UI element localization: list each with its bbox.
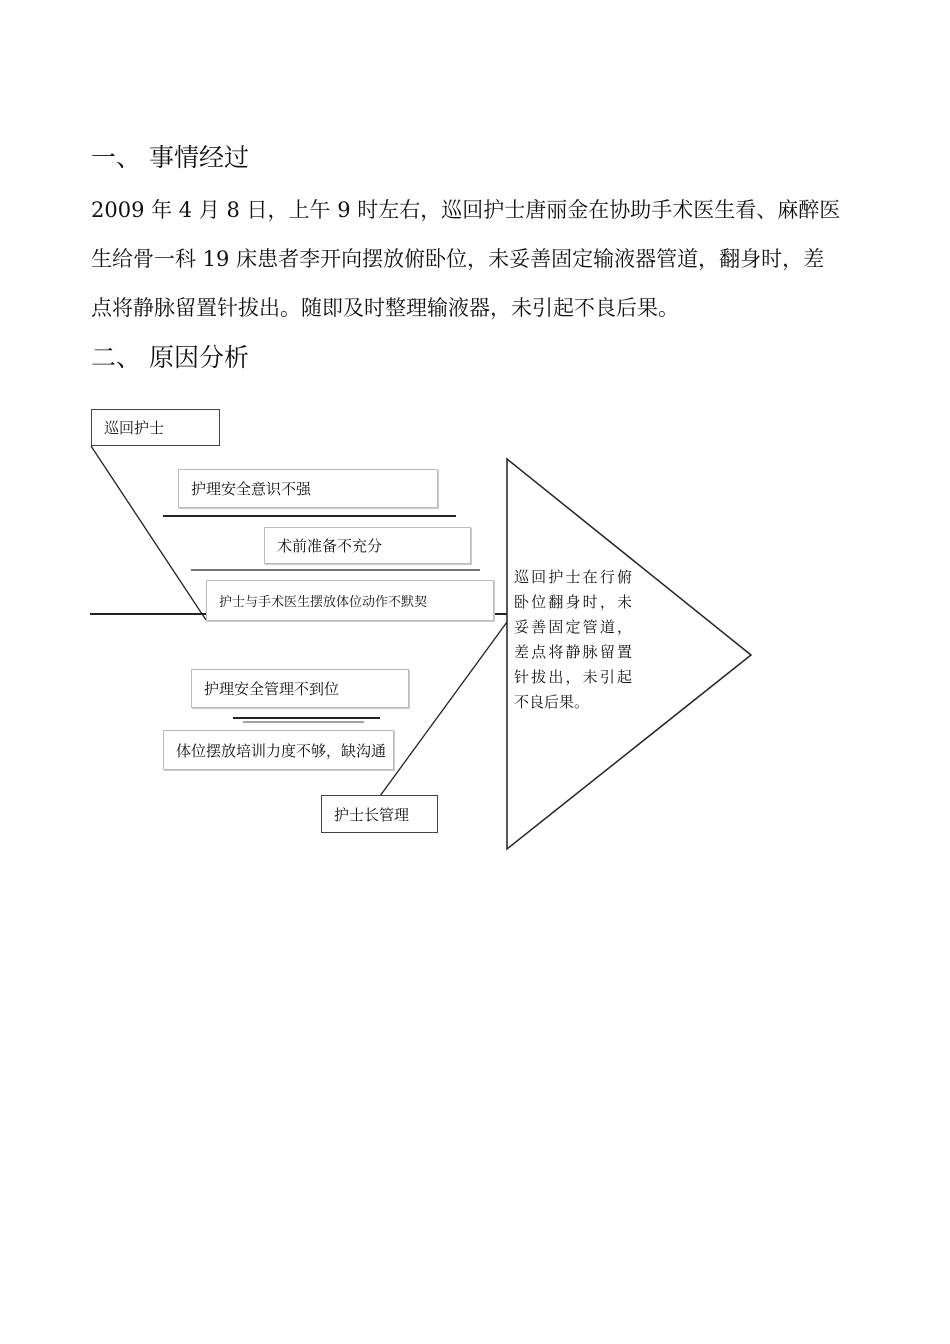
section1-line-3: 点将静脉留置针拔出。随即及时整理输液器，未引起不良后果。 [91,296,679,320]
reason-safety-awareness-box: 护理安全意识不强 [178,469,438,508]
section1-line-2: 生给骨一科 19 床患者李开向摆放俯卧位，未妥善固定输液器管道，翻身时，差 [91,247,825,271]
section2-heading: 二、 原因分析 [91,343,249,372]
reason-management-box: 护理安全管理不到位 [191,669,409,708]
cause-nurse-box: 巡回护士 [91,409,220,446]
cause-head-nurse-box: 护士长管理 [321,795,438,833]
reason-preparation-box: 术前准备不充分 [264,527,471,564]
reason-training-box: 体位摆放培训力度不够，缺沟通 [163,730,394,770]
head-nurse-bone [380,622,507,796]
section1-heading: 一、 事情经过 [91,143,249,172]
section1-line-1: 2009 年 4 月 8 日，上午 9 时左右，巡回护士唐丽金在协助手术医生看、麻醉医 [91,198,841,222]
effect-text: 巡回护士在行俯卧位翻身时，未妥善固定管道，差点将静脉留置针拔出，未引起不良后果。 [514,568,632,711]
reason-cooperation-box: 护士与手术医生摆放体位动作不默契 [206,580,494,621]
